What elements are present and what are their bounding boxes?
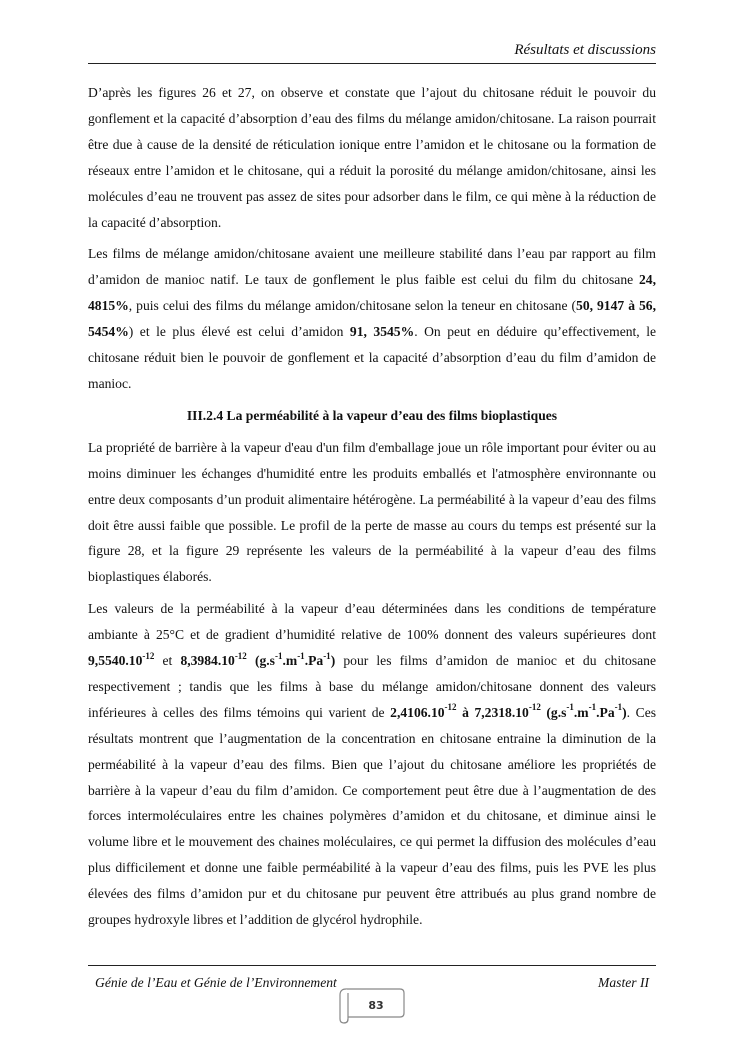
footer-department: Génie de l’Eau et Génie de l’Environnement — [95, 975, 337, 990]
p4-value-3-exp: -12 — [444, 702, 457, 713]
footer-degree: Master II — [598, 975, 649, 990]
section-title: III.2.4 La perméabilité à la vapeur d’eau des films bioplastiques — [186, 407, 558, 423]
p4-a-word: à — [456, 704, 475, 720]
p4-value-1-base: 9,5540.10 — [88, 653, 143, 669]
p4-unit-1-exp-pa: -1 — [323, 650, 331, 661]
p4-unit-2-exp-s: -1 — [566, 702, 574, 713]
p4-unit-2-m: .m — [573, 704, 589, 720]
p2-value-range: 50, 9147 à 56, 5454% — [88, 298, 656, 340]
p4-value-2-exp: -12 — [234, 650, 247, 661]
header-divider — [88, 63, 656, 64]
paragraph-3: La propriété de barrière à la vapeur d'eau d'un film d'emballage joue un rôle important pour éviter ou au moins diminuer les échanges d'humidité entre les produits emballés et l'atmosphère environnante ou entre deux composants d’un produit alimentaire hétérogène. La perméabilité à la vapeur d’eau des films doit être aussi faible que possible. Le profil de la perte de masse au cours du temps est présenté sur la figure 28, et la figure 29 représente les valeurs de la perméabilité à la vapeur d’eau des films bioplastiques élaborés. — [88, 439, 656, 585]
p4-value-1-exp: -12 — [142, 650, 155, 661]
p4-value-2 — [180, 650, 247, 669]
p4-unit-1-m: .m — [282, 653, 298, 669]
p4-unit-2-close: ) — [622, 704, 627, 720]
p4-unit-1-open: (g.s — [246, 653, 275, 669]
p4-value-1 — [88, 650, 155, 669]
p2-value-amidon: 91, 3545% — [349, 324, 415, 340]
p4-value-4-exp: -12 — [528, 702, 541, 713]
p4-text-c: . Ces résultats montrent que l’augmentation de la concentration en chitosane entraine la diminution de la perméabilité à la vapeur d’eau des films. Bien que l’ajout du chitosane améliore les propriétés de barrière à la vapeur d’eau du film d’amidon. Ce comportement peut être due à l’augmentation de des forces intermoléculaires entre les chaines polymères d’amidon et du chitosane, et diminue ainsi le volume libre et le mouvement des chaines moléculaires, ce qui permet la diffusion des molécules d’eau plus difficilement et donne une faible perméabilité à la vapeur d’eau des films, puis les PVE les plus élevées des films d’amidon pur et du chitosane pur peuvent être attribués au plus grand nombre de groupes hydroxyle libres et l’addition de glycérol hydrophile. — [88, 704, 657, 928]
p4-unit-1-close: ) — [330, 653, 336, 669]
p4-value-4-base: 7,2318.10 — [474, 704, 529, 720]
p4-value-3 — [390, 702, 627, 720]
p4-unit-2-exp-m: -1 — [588, 702, 597, 713]
running-header: Résultats et discussions — [514, 42, 656, 58]
p2-text-a: Les films de mélange amidon/chitosane avaient une meilleure stabilité dans l’eau par rapport au film d’amidon de manioc natif. Le taux de gonflement le plus faible est celui du film du chitosane — [88, 246, 656, 288]
p4-value-3-base: 2,4106.10 — [390, 704, 445, 720]
p2-text-g: . On peut en déduire qu’effectivement, le chitosane réduit bien le pouvoir de gonflement et la capacité d’absorption d’eau du film d’amidon de manioc. — [88, 324, 657, 391]
p4-unit-1-pa: .Pa — [304, 653, 324, 669]
p4-unit-1-exp-m: -1 — [297, 650, 305, 661]
p4-unit-1 — [246, 650, 336, 669]
p4-text-a: Les valeurs de la perméabilité à la vapeur d’eau déterminées dans les conditions de température ambiante à 25°C et de gradient d’humidité relative de 100% donnent des valeurs supérieures dont — [88, 601, 656, 643]
p4-value-2-base: 8,3984.10 — [180, 653, 235, 669]
p4-unit-2-exp-pa: -1 — [614, 702, 623, 713]
p4-unit-2-open: (g.s — [546, 704, 567, 720]
paragraph-1: D’après les figures 26 et 27, on observe et constate que l’ajout du chitosane réduit le pouvoir du gonflement et la capacité d’absorption d’eau des films du mélange amidon/chitosane. La raison pourrait être due à cause de la densité de réticulation ionique entre l’amidon et le chitosane ou la formation de réseaux entre l’amidon et le chitosane, qui a réduit la porosité du mélange amidon/chitosane, ainsi les molécules d’eau ne trouvent pas assez de sites pour adsorber dans le film, ce qui mène à la réduction de la capacité d’absorption. — [88, 85, 656, 230]
p4-unit-2-pa: .Pa — [596, 704, 615, 720]
p2-text-e: ) et le plus élevé est celui d’amidon — [128, 324, 350, 340]
footer-divider — [88, 965, 656, 966]
p4-et: et — [154, 653, 181, 669]
page-number: 83 — [368, 999, 384, 1012]
paragraph-2 — [88, 241, 656, 396]
p4-unit-1-exp-s: -1 — [274, 650, 283, 661]
body-text — [88, 80, 656, 939]
p2-text-c: , puis celui des films du mélange amidon/chitosane selon la teneur en chitosane ( — [128, 298, 577, 314]
p4-text-b: pour les films d’amidon de manioc et du chitosane respectivement ; tandis que les films à base du mélange amidon/chitosane donnent des valeurs inférieures à celles des films témoins qui varient de — [88, 653, 656, 720]
p2-value-chitosane: 24, 4815% — [88, 272, 656, 314]
paragraph-4 — [88, 596, 656, 933]
